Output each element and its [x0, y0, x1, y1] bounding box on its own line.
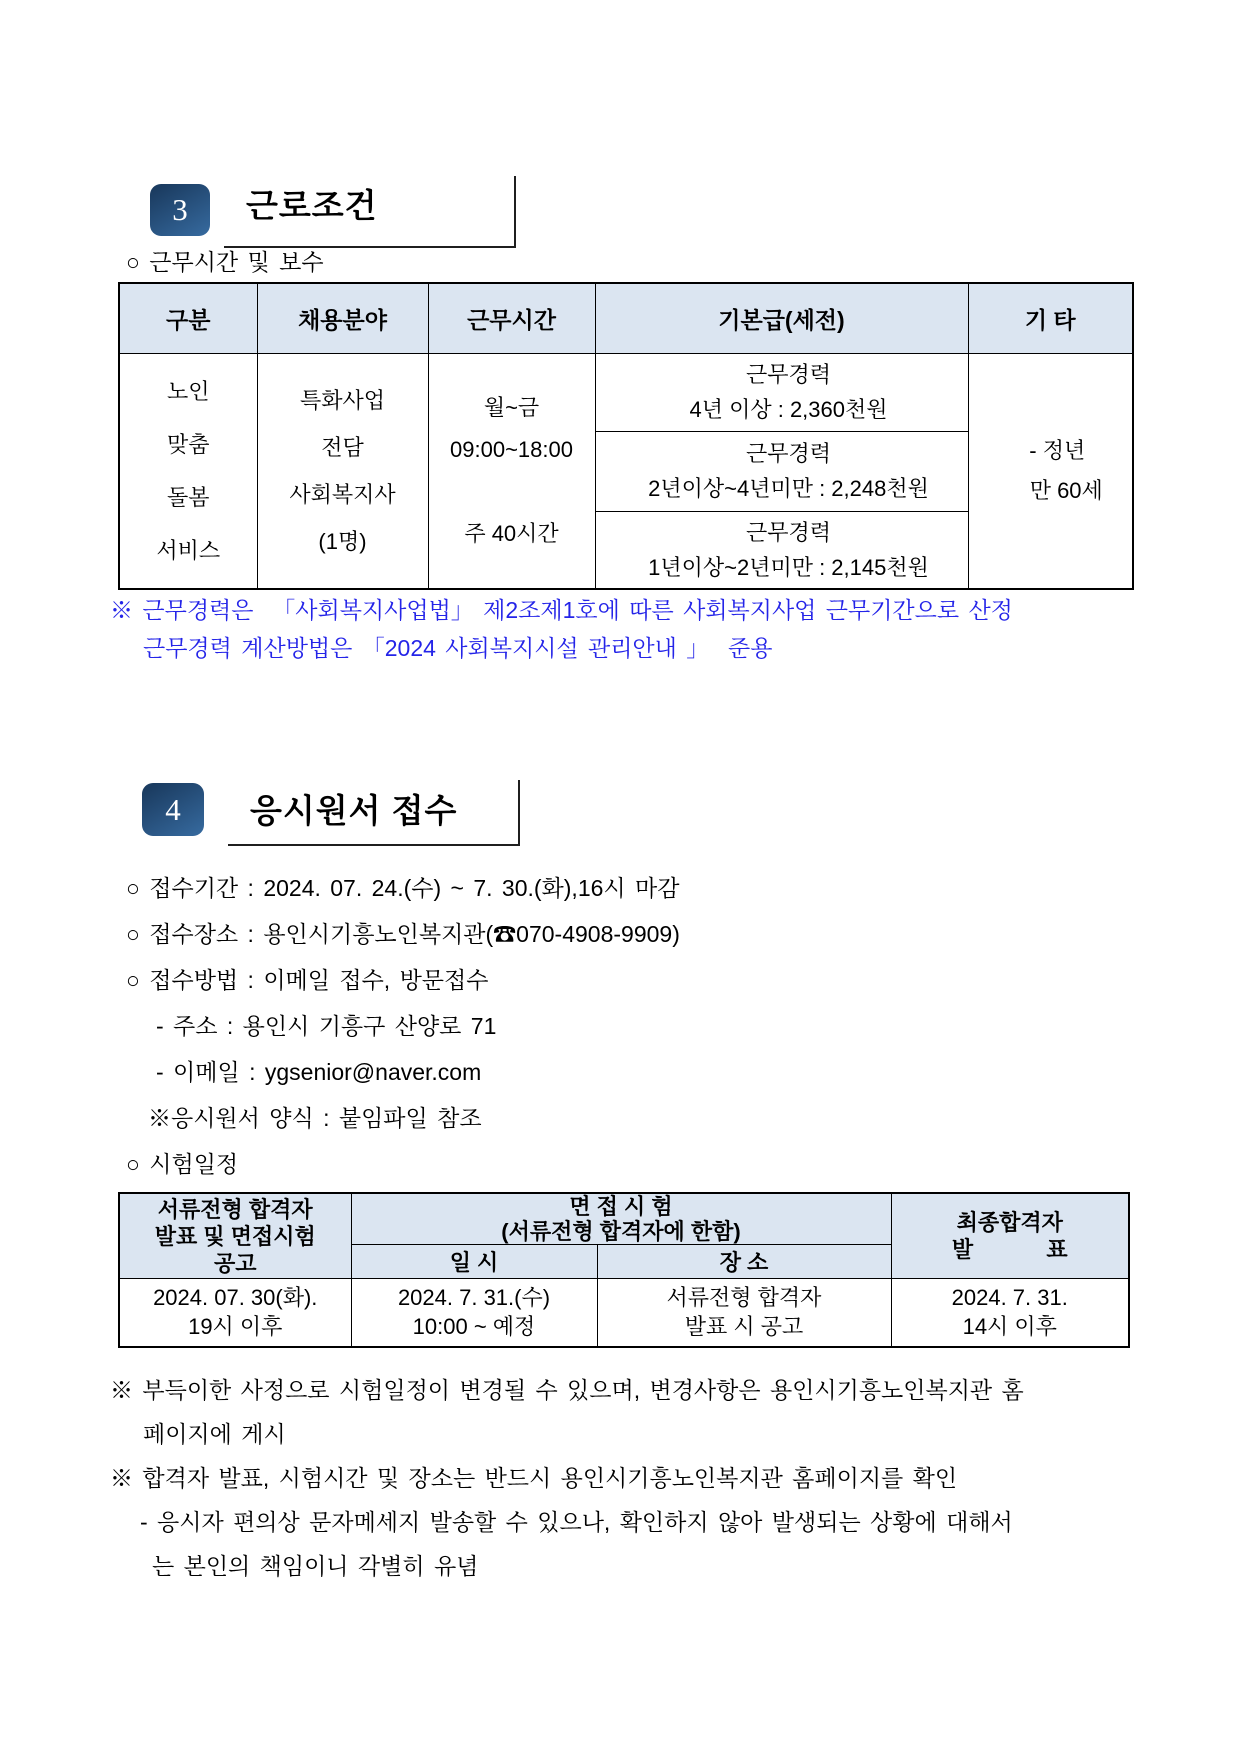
etc-line: - 정년	[1029, 437, 1086, 463]
schedule-header-row1	[119, 1193, 1129, 1245]
header-line: 발표 및 면접시험	[154, 1223, 316, 1249]
col-header-salary: 기본급(세전)	[595, 283, 968, 353]
cell-interview-datetime	[351, 1279, 597, 1347]
category-line: 서비스	[156, 537, 221, 563]
sub-line-address: - 주소 : 용인시 기흥구 산양로 71	[156, 1013, 497, 1039]
hours-line: 09:00~18:00	[450, 436, 573, 462]
header-final-pass	[891, 1193, 1129, 1279]
header-line: 공고	[213, 1250, 257, 1276]
schedule-body-row	[119, 1279, 1129, 1347]
cell-announce-date	[119, 1279, 351, 1347]
cell-final-date	[891, 1279, 1129, 1347]
header-line: (서류전형 합격자에 한함)	[501, 1219, 741, 1244]
header-line: 최종합격자	[956, 1210, 1063, 1235]
section4-number-badge	[142, 783, 204, 836]
etc-line: 만 60세	[1029, 477, 1103, 503]
career-note-line2: 근무경력 계산방법은 「2024 사회복지시설 관리안내 」 준용	[143, 635, 773, 661]
col-header-etc: 기 타	[968, 283, 1133, 353]
bullet-exam-schedule: ○ 시험일정	[126, 1151, 239, 1177]
cell-interview-place	[597, 1279, 891, 1347]
section3-number: 3	[172, 192, 188, 227]
field-line: 사회복지사	[289, 481, 396, 507]
cell-salary-tier3	[595, 511, 968, 589]
cell-field	[257, 353, 428, 589]
salary-value: 4년 이상 : 2,360천원	[689, 397, 888, 422]
header-interview	[351, 1193, 891, 1245]
header-place: 장 소	[597, 1245, 891, 1279]
salary-value: 2년이상~4년미만 : 2,248천원	[648, 476, 929, 501]
field-line: (1명)	[318, 528, 367, 554]
footnote-check-homepage: ※ 합격자 발표, 시험시간 및 장소는 반드시 용인시기흥노인복지관 홈페이지를 확인	[110, 1465, 958, 1491]
salary-label: 근무경력	[745, 519, 831, 545]
col-header-field: 채용분야	[257, 283, 428, 353]
career-note-line1: ※ 근무경력은 「사회복지사업법」 제2조제1호에 따른 사회복지사업 근무기간으로 산정	[110, 597, 1013, 623]
category-line: 돌봄	[166, 484, 210, 510]
hours-line: 주 40시간	[464, 520, 559, 546]
salary-label: 근무경력	[745, 441, 831, 466]
footnote-schedule-change-1: ※ 부득이한 사정으로 시험일정이 변경될 수 있으며, 변경사항은 용인시기흥노인복지관 홈	[110, 1377, 1024, 1403]
salary-label: 근무경력	[745, 362, 831, 387]
sub-line-email: - 이메일 : ygsenior@naver.com	[156, 1059, 482, 1085]
footnote-sms-notice-1: - 응시자 편의상 문자메세지 발송할 수 있으나, 확인하지 않아 발생되는 상황에 대해서	[140, 1509, 1013, 1535]
header-line: 서류전형 합격자	[157, 1196, 313, 1222]
salary-value: 1년이상~2년미만 : 2,145천원	[648, 554, 929, 580]
category-line: 맞춤	[166, 431, 210, 457]
cell-line: 14시 이후	[962, 1314, 1057, 1340]
cell-line: 서류전형 합격자	[666, 1285, 822, 1311]
hours-line: 월~금	[483, 394, 540, 420]
field-line: 특화사업	[299, 387, 385, 413]
header-line: 발 표	[951, 1237, 1068, 1262]
cell-etc	[968, 353, 1133, 589]
cell-line: 발표 시 공고	[684, 1314, 804, 1340]
header-datetime: 일 시	[351, 1245, 597, 1279]
cell-hours	[428, 353, 595, 589]
table-row	[119, 353, 1133, 431]
footnote-schedule-change-2: 페이지에 게시	[143, 1421, 286, 1447]
field-line: 전담	[321, 434, 364, 460]
section3-title: 근로조건	[246, 187, 378, 224]
footnote-sms-notice-2: 는 본인의 책임이니 각별히 유념	[152, 1553, 479, 1579]
cell-line: 2024. 7. 31.	[951, 1285, 1068, 1311]
cell-line: 10:00 ~ 예정	[412, 1314, 536, 1340]
cell-salary-tier1	[595, 353, 968, 431]
bullet-reception-place: ○ 접수장소 : 용인시기흥노인복지관(☎070-4908-9909)	[126, 921, 680, 947]
header-doc-pass-announce	[119, 1193, 351, 1279]
table-header-row	[119, 283, 1133, 353]
col-header-category: 구분	[119, 283, 257, 353]
cell-salary-tier2	[595, 431, 968, 511]
bullet-reception-period: ○ 접수기간 : 2024. 07. 24.(수) ~ 7. 30.(화),16시 마감	[126, 875, 680, 901]
header-line: 면 접 시 험	[569, 1194, 673, 1219]
cell-line: 2024. 07. 30(화).	[153, 1285, 318, 1311]
col-header-hours: 근무시간	[428, 283, 595, 353]
section4-title: 응시원서 접수	[250, 792, 458, 829]
cell-category	[119, 353, 257, 589]
exam-schedule-table	[118, 1192, 1130, 1348]
section4-number: 4	[165, 791, 181, 827]
cell-line: 19시 이후	[188, 1314, 283, 1340]
work-conditions-table	[118, 282, 1134, 590]
bullet-reception-method: ○ 접수방법 : 이메일 접수, 방문접수	[126, 967, 489, 993]
cell-line: 2024. 7. 31.(수)	[397, 1285, 551, 1311]
work-hours-bullet: ○ 근무시간 및 보수	[126, 249, 324, 275]
section3-number-badge	[150, 184, 210, 236]
sub-line-form-note: ※응시원서 양식 : 붙임파일 참조	[148, 1105, 482, 1131]
category-line: 노인	[166, 378, 210, 404]
